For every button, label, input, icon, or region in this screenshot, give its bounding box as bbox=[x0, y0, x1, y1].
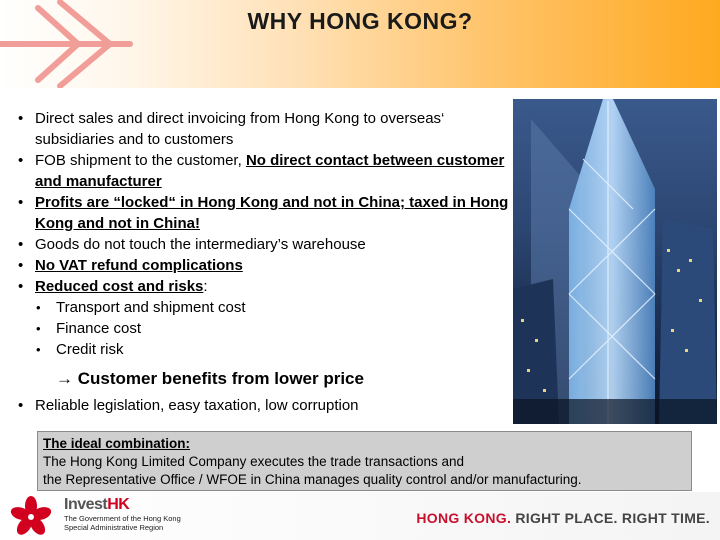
slide-title: WHY HONG KONG? bbox=[247, 8, 473, 34]
gov-line-1: The Government of the Hong Kong bbox=[64, 514, 181, 523]
sub-bullet-item bbox=[18, 297, 510, 318]
ideal-combination-box bbox=[37, 431, 692, 491]
footer-bar bbox=[0, 492, 720, 540]
bullet-glyph: • bbox=[18, 397, 24, 414]
gov-line-2: Special Administrative Region bbox=[64, 523, 164, 532]
bullet-text: Goods do not touch the intermediary’s warehouse bbox=[35, 236, 366, 253]
sub-bullet-text: Finance cost bbox=[56, 320, 142, 337]
bullet-text: Reliable legislation, easy taxation, low corruption bbox=[35, 397, 359, 414]
bullet-emphasis: No direct contact between customer and manufacturer bbox=[35, 152, 505, 190]
bullet-item bbox=[18, 108, 510, 150]
bullet-emphasis: No VAT refund complications bbox=[35, 257, 243, 274]
bullet-item bbox=[18, 192, 510, 234]
slogan bbox=[416, 510, 710, 526]
bullet-glyph: • bbox=[36, 300, 41, 315]
sub-bullet-text: Transport and shipment cost bbox=[56, 299, 246, 316]
bullet-text: FOB shipment to the customer, bbox=[35, 152, 242, 169]
bullet-item bbox=[18, 395, 510, 416]
bullet-glyph: • bbox=[36, 342, 41, 357]
investhk-wordmark bbox=[64, 496, 181, 514]
bullet-glyph: • bbox=[18, 257, 24, 274]
bullet-item bbox=[18, 150, 510, 192]
investhk-prefix: Invest bbox=[64, 496, 108, 513]
benefit-text: Customer benefits from lower price bbox=[77, 369, 364, 388]
bullet-glyph: • bbox=[18, 152, 24, 169]
investhk-suffix: HK bbox=[107, 496, 130, 513]
slogan-rest: RIGHT PLACE. RIGHT TIME. bbox=[515, 510, 710, 526]
bank-of-china-tower-image bbox=[513, 99, 717, 424]
ideal-line-1: The Hong Kong Limited Company executes the trade transactions and bbox=[43, 454, 464, 469]
sub-bullet-text: Credit risk bbox=[56, 341, 124, 358]
investhk-logo bbox=[64, 496, 181, 532]
bullet-text: : bbox=[203, 278, 208, 295]
bullet-list bbox=[18, 108, 510, 416]
bullet-glyph: • bbox=[18, 110, 24, 127]
slogan-red: HONG KONG. bbox=[416, 510, 512, 526]
sub-bullet-item bbox=[18, 339, 510, 360]
arrow-right-icon: → bbox=[56, 369, 73, 388]
bullet-text: Direct sales and direct invoicing from Hong Kong to overseas‘ subsidiaries and to customers bbox=[35, 110, 445, 148]
bullet-glyph: • bbox=[36, 321, 41, 336]
bullet-glyph: • bbox=[18, 278, 24, 295]
header-banner bbox=[0, 0, 720, 88]
ideal-line-2: the Representative Office / WFOE in China manages quality control and/or manufacturing. bbox=[43, 472, 582, 487]
bullet-emphasis: Reduced cost and risks bbox=[35, 278, 204, 295]
bullet-item bbox=[18, 276, 510, 297]
sub-bullet-item bbox=[18, 318, 510, 339]
bullet-emphasis: Profits are “locked“ in Hong Kong and not in China; taxed in Hong Kong and not in China! bbox=[35, 194, 509, 232]
bullet-item bbox=[18, 234, 510, 255]
bullet-item bbox=[18, 255, 510, 276]
skyline-photo bbox=[513, 99, 717, 424]
bullet-glyph: • bbox=[18, 194, 24, 211]
bullet-glyph: • bbox=[18, 236, 24, 253]
benefit-line bbox=[18, 368, 510, 390]
bauhinia-icon bbox=[6, 496, 56, 538]
ideal-heading: The ideal combination: bbox=[43, 436, 191, 451]
